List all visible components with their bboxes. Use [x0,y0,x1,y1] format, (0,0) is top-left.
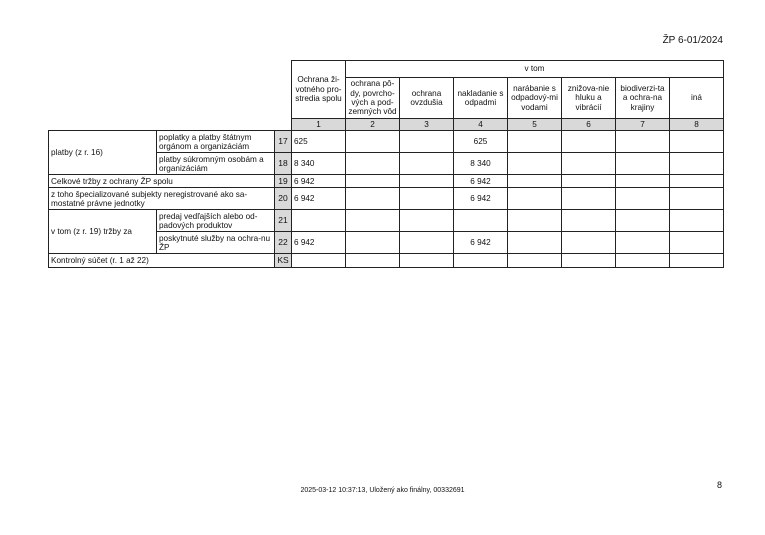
header-col1: Ochrana ži-votného pro-stredia spolu [292,61,346,119]
cell-r18-c6[interactable] [562,153,616,175]
table-row-20 [49,188,724,210]
cell-ks-c6[interactable] [562,254,616,268]
cell-r17-c4[interactable]: 625 [454,131,508,153]
cell-r22-c8[interactable] [670,232,724,254]
cell-r22-c1[interactable]: 6 942 [292,232,346,254]
cell-r20-c7[interactable] [616,188,670,210]
cell-r21-c2[interactable] [346,210,400,232]
cell-r22-c7[interactable] [616,232,670,254]
row-label: poskytnuté služby na ochra-nu ŽP [157,232,275,254]
row-label: platby súkromným osobám a organizáciám [157,153,275,175]
cell-r17-c2[interactable] [346,131,400,153]
header-row-vtom [49,61,724,78]
cell-r19-c3[interactable] [400,175,454,188]
cell-r21-c8[interactable] [670,210,724,232]
cell-r20-c8[interactable] [670,188,724,210]
row-number: 22 [275,232,292,254]
cell-r18-c8[interactable] [670,153,724,175]
header-col5: narábanie s odpadový-mi vodami [508,78,562,119]
col-number: 3 [400,119,454,131]
cell-r19-c1[interactable]: 6 942 [292,175,346,188]
cell-ks-c3[interactable] [400,254,454,268]
row-number: 17 [275,131,292,153]
cell-ks-c8[interactable] [670,254,724,268]
col-number: 2 [346,119,400,131]
cell-ks-c1[interactable] [292,254,346,268]
col-number: 1 [292,119,346,131]
header-col4: nakladanie s odpadmi [454,78,508,119]
col-number: 7 [616,119,670,131]
table-row-19 [49,175,724,188]
cell-r19-c6[interactable] [562,175,616,188]
header-col6: znižova-nie hluku a vibrácií [562,78,616,119]
cell-ks-c2[interactable] [346,254,400,268]
cell-r19-c8[interactable] [670,175,724,188]
row-number: 21 [275,210,292,232]
footer-status: 2025-03-12 10:37:13, Uložený ako finálny, 00332691 [300,487,465,494]
column-number-row [49,119,724,131]
cell-r20-c2[interactable] [346,188,400,210]
cell-r18-c7[interactable] [616,153,670,175]
row-label: Kontrolný súčet (r. 1 až 22) [49,254,275,268]
cell-r21-c1[interactable] [292,210,346,232]
cell-ks-c5[interactable] [508,254,562,268]
cell-r20-c5[interactable] [508,188,562,210]
header-col3: ochrana ovzdušia [400,78,454,119]
row-label: predaj vedľajších alebo od-padových produktov [157,210,275,232]
col-number: 8 [670,119,724,131]
cell-r20-c1[interactable]: 6 942 [292,188,346,210]
form-code: ŽP 6-01/2024 [662,35,723,46]
row-label: Celkové tržby z ochrany ŽP spolu [49,175,275,188]
cell-r17-c8[interactable] [670,131,724,153]
cell-r22-c3[interactable] [400,232,454,254]
cell-r17-c7[interactable] [616,131,670,153]
cell-r17-c1[interactable]: 625 [292,131,346,153]
cell-r20-c3[interactable] [400,188,454,210]
header-v-tom: v tom [346,61,724,78]
cell-r22-c6[interactable] [562,232,616,254]
cell-r21-c4[interactable] [454,210,508,232]
row-group-platby: platby (z r. 16) [49,131,157,175]
col-number: 6 [562,119,616,131]
cell-r19-c2[interactable] [346,175,400,188]
cell-ks-c4[interactable] [454,254,508,268]
table-row-17 [49,131,724,153]
cell-r19-c4[interactable]: 6 942 [454,175,508,188]
cell-r22-c4[interactable]: 6 942 [454,232,508,254]
cell-r18-c5[interactable] [508,153,562,175]
row-number: 18 [275,153,292,175]
cell-r18-c1[interactable]: 8 340 [292,153,346,175]
header-col7: biodiverzi-ta a ochra-na krajiny [616,78,670,119]
cell-r20-c4[interactable]: 6 942 [454,188,508,210]
cell-r18-c4[interactable]: 8 340 [454,153,508,175]
row-number: 20 [275,188,292,210]
cell-r21-c7[interactable] [616,210,670,232]
row-label: z toho špecializované subjekty neregistrované ako sa-mostatné právne jednotky [49,188,275,210]
cell-r21-c6[interactable] [562,210,616,232]
col-number: 4 [454,119,508,131]
page-number: 8 [716,480,722,490]
row-label: poplatky a platby štátnym orgánom a organizáciám [157,131,275,153]
row-number: 19 [275,175,292,188]
cell-r17-c3[interactable] [400,131,454,153]
header-col2: ochrana pô-dy, povrcho-vých a pod-zemných vôd [346,78,400,119]
col-number: 5 [508,119,562,131]
cell-r22-c5[interactable] [508,232,562,254]
blank-corner [49,61,292,119]
cell-r19-c7[interactable] [616,175,670,188]
environmental-form-table [48,60,724,268]
cell-ks-c7[interactable] [616,254,670,268]
cell-r19-c5[interactable] [508,175,562,188]
cell-r18-c3[interactable] [400,153,454,175]
cell-r17-c5[interactable] [508,131,562,153]
cell-r21-c3[interactable] [400,210,454,232]
row-number: KS [275,254,292,268]
cell-r17-c6[interactable] [562,131,616,153]
cell-r21-c5[interactable] [508,210,562,232]
cell-r22-c2[interactable] [346,232,400,254]
table-row-ks [49,254,724,268]
row-group-v-tom: v tom (z r. 19) tržby za [49,210,157,254]
table-row-21 [49,210,724,232]
cell-r20-c6[interactable] [562,188,616,210]
blank-num-corner [49,119,292,131]
cell-r18-c2[interactable] [346,153,400,175]
header-col8: iná [670,78,724,119]
